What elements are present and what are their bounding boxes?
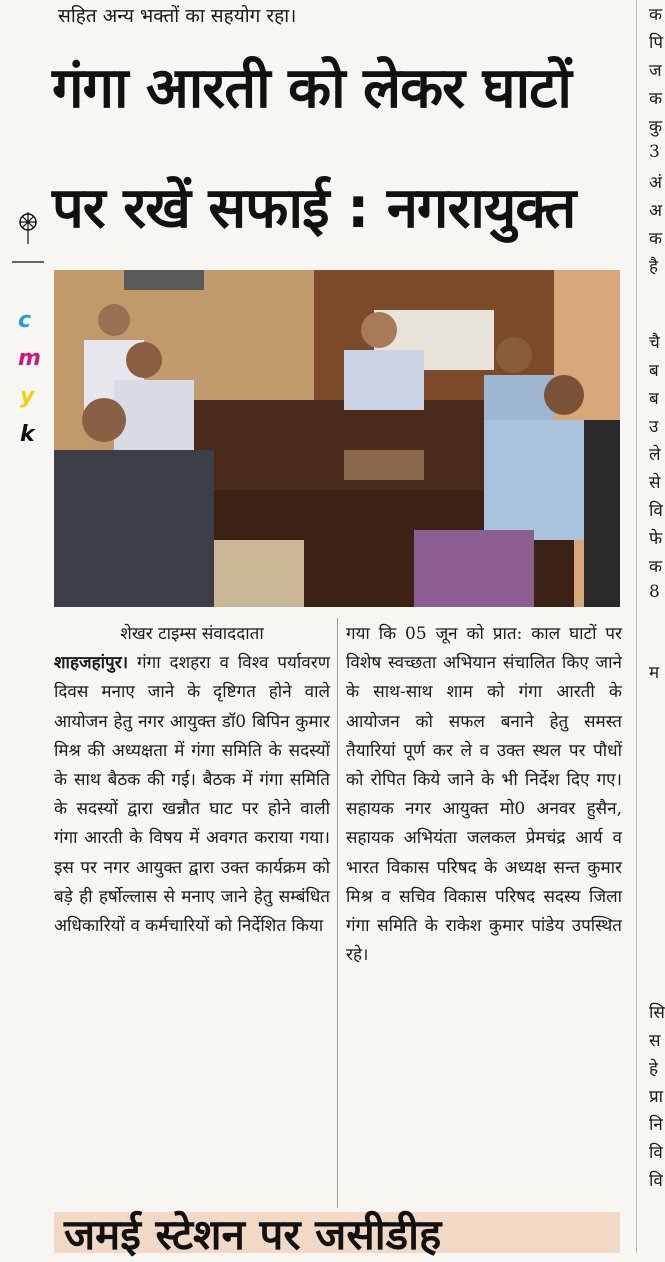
adjacent-column-fragment: ब bbox=[649, 361, 659, 381]
adjacent-column-fragment: अं bbox=[649, 173, 662, 193]
adjacent-column-fragment: 3 bbox=[649, 142, 660, 162]
adjacent-column-fragment: कु bbox=[649, 117, 663, 137]
previous-article-tail: सहित अन्य भक्तों का सहयोग रहा। bbox=[58, 5, 297, 27]
adjacent-column-fragment: चै bbox=[649, 333, 660, 353]
adjacent-column-fragment: हे bbox=[649, 1059, 659, 1079]
adjacent-column-fragment: सि bbox=[649, 1003, 665, 1023]
adjacent-column-fragment: ले bbox=[649, 445, 661, 465]
adjacent-column-fragment: वि bbox=[649, 1143, 663, 1163]
cmyk-c-mark: c bbox=[18, 308, 32, 333]
headline-line-1: गंगा आरती को लेकर घाटों bbox=[52, 56, 571, 121]
headline-line-2: पर रखें सफाई : नगरायुक्त bbox=[52, 176, 576, 241]
dateline: शाहजहांपुर। bbox=[54, 653, 129, 674]
adjacent-column-fragment: क bbox=[649, 229, 663, 249]
adjacent-column-fragment: वि bbox=[649, 501, 663, 521]
adjacent-column-fragment: ब bbox=[649, 389, 659, 409]
article-text-col1: गंगा दशहरा व विश्व पर्यावरण दिवस मनाए जाने के दृष्टिगत होने वाले आयोजन हेतु नगर आयुक्त डॉ0 बिपिन कुमार मिश्र की अध्यक्षता में गंगा समिति के सदस्यों के साथ बैठक की गई। बैठक में गंगा समिति के सदस्यों द्वारा खन्नौत घाट पर होने वाली गंगा आरती के विषय में अवगत कराया गया। इस पर नगर आयुक्त द्वारा उक्त कार्यक्रम को बड़े ही हर्षोल्लास से मनाए जाने हेतु सम्बंधित अधिकारियों व कर्मचारियों को निर्देशित किया bbox=[54, 653, 330, 937]
adjacent-column-fragment: पि bbox=[649, 33, 664, 53]
article-text-col2: गया कि 05 जून को प्रात: काल घाटों पर विशेष स्वच्छता अभियान संचालित किए जाने के साथ-साथ शाम को गंगा आरती के आयोजन को सफल बनाने हेतु समस्त तैयारियां पूर्ण कर ले व उक्त स्थल पर पौधों को रोपित किये जाने के भी निर्देश दिए गए। सहायक नगर आयुक्त मो0 अनवर हुसैन, सहायक अभियंता जलकल प्रेमचंद्र आर्य व भारत विकास परिषद के अध्यक्ष सन्त कुमार मिश्र व सचिव विकास परिषद सदस्य जिला गंगा समिति के राकेश कुमार पांडेय उपस्थित रहे। bbox=[346, 624, 622, 966]
registration-mark-icon bbox=[12, 212, 44, 244]
adjacent-column-fragment: प्रा bbox=[649, 1087, 664, 1107]
article-body-start bbox=[54, 649, 330, 941]
adjacent-column-fragment: 8 bbox=[649, 582, 660, 602]
adjacent-column-fragment: अ bbox=[649, 201, 662, 221]
adjacent-column-fragment: क bbox=[649, 557, 663, 577]
adjacent-column-fragment: ज bbox=[649, 61, 662, 81]
article-column-1 bbox=[54, 620, 330, 941]
adjacent-column-strip bbox=[636, 0, 664, 1253]
adjacent-column-fragment: नि bbox=[649, 1115, 663, 1135]
meeting-photo bbox=[54, 270, 620, 607]
adjacent-column-fragment: स bbox=[649, 1031, 661, 1051]
next-article-headline: जमई स्टेशन पर जसीडीह bbox=[64, 1210, 442, 1259]
adjacent-column-fragment: से bbox=[649, 473, 661, 493]
adjacent-column-fragment: है bbox=[649, 257, 659, 277]
meeting-photo-illustration bbox=[54, 270, 620, 607]
adjacent-column-fragment: क bbox=[649, 89, 663, 109]
adjacent-column-fragment: फे bbox=[649, 529, 663, 549]
adjacent-column-fragment: क bbox=[649, 5, 663, 25]
cmyk-k-mark: k bbox=[20, 422, 35, 447]
adjacent-column-fragment: वि bbox=[649, 1171, 663, 1191]
adjacent-column-fragment: उ bbox=[649, 417, 659, 437]
column-divider bbox=[337, 618, 338, 1208]
cmyk-m-mark: m bbox=[18, 346, 41, 371]
cmyk-y-mark: y bbox=[20, 384, 35, 409]
byline: शेखर टाइम्स संवाददाता bbox=[120, 624, 264, 644]
adjacent-column-fragment: म bbox=[649, 663, 660, 683]
article-column-2 bbox=[346, 620, 622, 970]
